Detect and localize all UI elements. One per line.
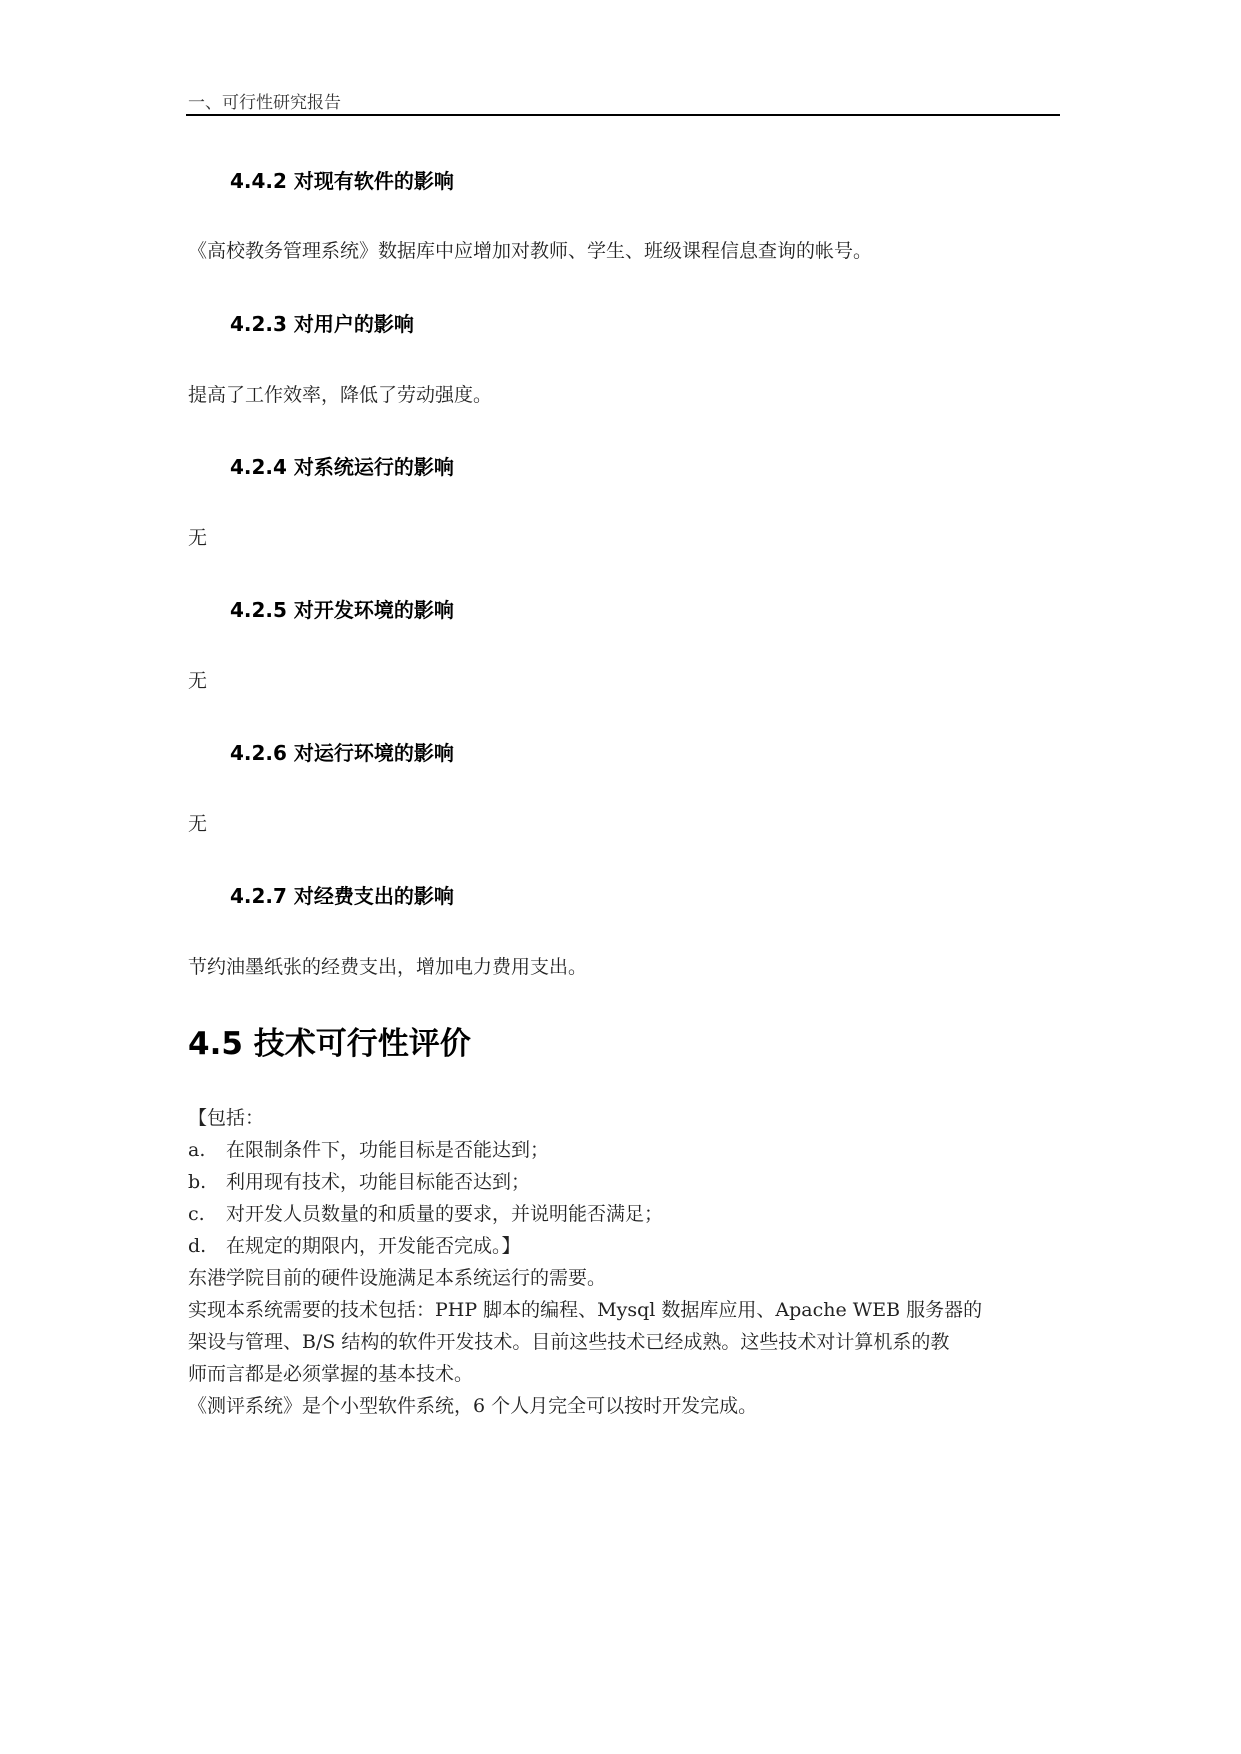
tech-section-heading: 4.5 技术可行性评价 xyxy=(188,1026,471,1062)
list-marker: a. xyxy=(188,1139,206,1161)
section-heading: 4.2.4 对系统运行的影响 xyxy=(230,455,454,479)
tech-paragraph: 实现本系统需要的技术包括：PHP 脚本的编程、Mysql 数据库应用、Apache WEB 服务器的 xyxy=(188,1299,983,1321)
list-item xyxy=(188,1135,549,1162)
section-body: 提高了工作效率，降低了劳动强度。 xyxy=(188,384,493,406)
list-marker: d. xyxy=(188,1235,207,1257)
tech-paragraph: 架设与管理、B/S 结构的软件开发技术。目前这些技术已经成熟。这些技术对计算机系的教 xyxy=(188,1331,950,1353)
list-item xyxy=(188,1231,521,1258)
section-heading: 4.4.2 对现有软件的影响 xyxy=(230,169,454,193)
page-header xyxy=(186,86,1060,116)
section-heading: 4.2.5 对开发环境的影响 xyxy=(230,598,454,622)
list-marker: b. xyxy=(188,1171,207,1193)
list-item xyxy=(188,1199,663,1226)
section-heading: 4.2.7 对经费支出的影响 xyxy=(230,884,454,908)
tech-paragraph: 《测评系统》是个小型软件系统，6 个人月完全可以按时开发完成。 xyxy=(188,1395,758,1417)
section-body: 无 xyxy=(188,670,208,692)
section-body: 无 xyxy=(188,813,208,835)
list-text: 利用现有技术，功能目标能否达到； xyxy=(226,1171,531,1193)
tech-paragraph: 东港学院目前的硬件设施满足本系统运行的需要。 xyxy=(188,1267,607,1289)
list-text: 在规定的期限内，开发能否完成。】 xyxy=(226,1235,521,1257)
section-body: 节约油墨纸张的经费支出，增加电力费用支出。 xyxy=(188,956,588,978)
list-text: 在限制条件下，功能目标是否能达到； xyxy=(226,1139,550,1161)
section-body: 无 xyxy=(188,527,208,549)
header-title: 一、可行性研究报告 xyxy=(188,93,341,113)
section-heading: 4.2.3 对用户的影响 xyxy=(230,312,414,336)
list-text: 对开发人员数量的和质量的要求，并说明能否满足； xyxy=(226,1203,664,1225)
tech-intro: 【包括： xyxy=(188,1107,265,1129)
list-marker: c. xyxy=(188,1203,205,1225)
section-heading: 4.2.6 对运行环境的影响 xyxy=(230,741,454,765)
list-item xyxy=(188,1167,530,1194)
section-body: 《高校教务管理系统》数据库中应增加对教师、学生、班级课程信息查询的帐号。 xyxy=(188,240,873,262)
tech-paragraph: 师而言都是必须掌握的基本技术。 xyxy=(188,1363,474,1385)
